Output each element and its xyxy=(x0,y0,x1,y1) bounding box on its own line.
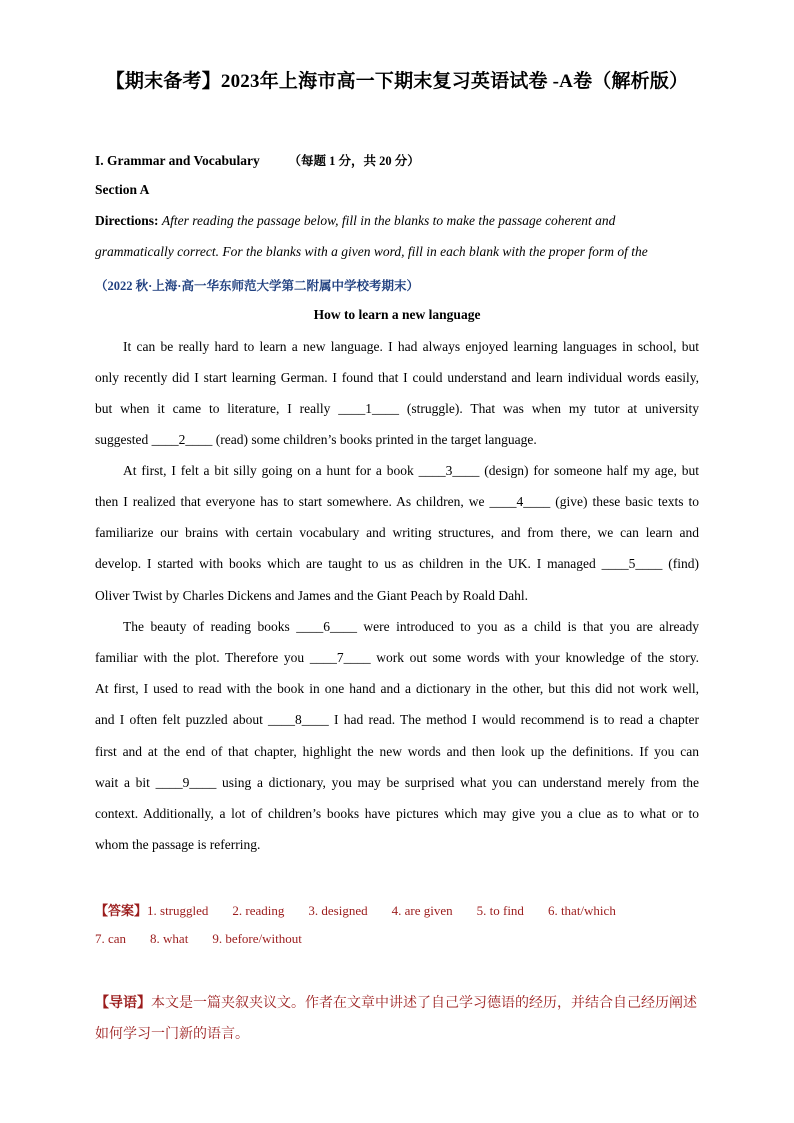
document-title: 【期末备考】2023年上海市高一下期末复习英语试卷 -A卷（解析版） xyxy=(105,71,689,92)
directions-label: Directions: xyxy=(95,213,159,228)
guide-text-1: 本文是一篇夹叙夹议文。作者在文章中讲述了自己学习德语的经历，并结合自己经历阐述 xyxy=(151,996,697,1011)
section-score: （每题 1 分，共 20 分） xyxy=(288,154,420,168)
answer-item: 6. that/which xyxy=(547,903,616,918)
answer-label: 【答案】 xyxy=(95,903,148,918)
passage-line: familiarize our brains with certain vocabulary and writing structures, and from there, we can learn and xyxy=(95,525,699,540)
passage-line: wait a bit ____9____ using a dictionary, you may be surprised what you can understand merely from the xyxy=(95,775,699,790)
answer-item: 7. can xyxy=(95,931,127,946)
answer-item: 2. reading xyxy=(232,903,285,918)
section-heading: I. Grammar and Vocabulary xyxy=(95,153,260,168)
answer-item: 1. struggled xyxy=(147,903,209,918)
answer-row-2 xyxy=(95,931,699,947)
passage-line: The beauty of reading books ____6____ were introduced to you as a child is that you are already xyxy=(123,619,699,634)
directions-line-2: grammatically correct. For the blanks with a given word, fill in each blank with the proper form of the xyxy=(95,244,648,259)
passage-line: but when it came to literature, I really ____1____ (struggle). That was when my tutor at university xyxy=(95,401,699,416)
guide-label: 【导语】 xyxy=(95,996,151,1011)
answer-item: 3. designed xyxy=(308,903,368,918)
directions-line-1 xyxy=(95,213,699,229)
passage-line: Oliver Twist by Charles Dickens and James and the Giant Peach by Roald Dahl. xyxy=(95,588,528,603)
passage-line: familiar with the plot. Therefore you ____7____ work out some words with your knowledge of the story. xyxy=(95,650,699,665)
passage-line: develop. I started with books which are taught to us as children in the UK. I managed ____5____ (find) xyxy=(95,556,699,571)
passage-line: At first, I used to read with the book in one hand and a dictionary in the other, but this did not work well, xyxy=(95,681,699,696)
passage-line: whom the passage is referring. xyxy=(95,837,261,852)
directions-text-1: After reading the passage below, fill in the blanks to make the passage coherent and xyxy=(161,213,616,228)
section-heading-row xyxy=(95,151,699,169)
passage-line: At first, I felt a bit silly going on a hunt for a book ____3____ (design) for someone half my age, but xyxy=(123,463,699,478)
passage-line: context. Additionally, a lot of children’s books have pictures which may give you a clue as to what or to xyxy=(95,806,699,821)
passage-line: then I realized that everyone has to start somewhere. As children, we ____4____ (give) these basic texts to xyxy=(95,494,699,509)
answer-item: 9. before/without xyxy=(212,931,302,946)
section-a-heading: Section A xyxy=(95,182,150,197)
guide-row-1 xyxy=(95,992,699,1012)
passage-line: and I often felt puzzled about ____8____ I had read. The method I would recommend is to read a chapter xyxy=(95,712,699,727)
passage-line: It can be really hard to learn a new language. I had always enjoyed learning languages in school, but xyxy=(123,339,699,354)
answer-row-1 xyxy=(95,900,699,919)
source-note: （2022 秋·上海·高一华东师范大学第二附属中学校考期末） xyxy=(95,279,419,293)
passage-title: How to learn a new language xyxy=(313,307,481,322)
answer-item: 5. to find xyxy=(476,903,524,918)
guide-row-2: 如何学习一门新的语言。 xyxy=(95,1027,249,1042)
answer-item: 4. are given xyxy=(391,903,453,918)
answer-item: 8. what xyxy=(150,931,189,946)
passage-line: first and at the end of that chapter, highlight the new words and then look up the definitions. If you can xyxy=(95,744,699,759)
passage-line: suggested ____2____ (read) some children’s books printed in the target language. xyxy=(95,432,537,447)
passage-line: only recently did I start learning German. I found that I could understand and learn individual words easily, xyxy=(95,370,699,385)
